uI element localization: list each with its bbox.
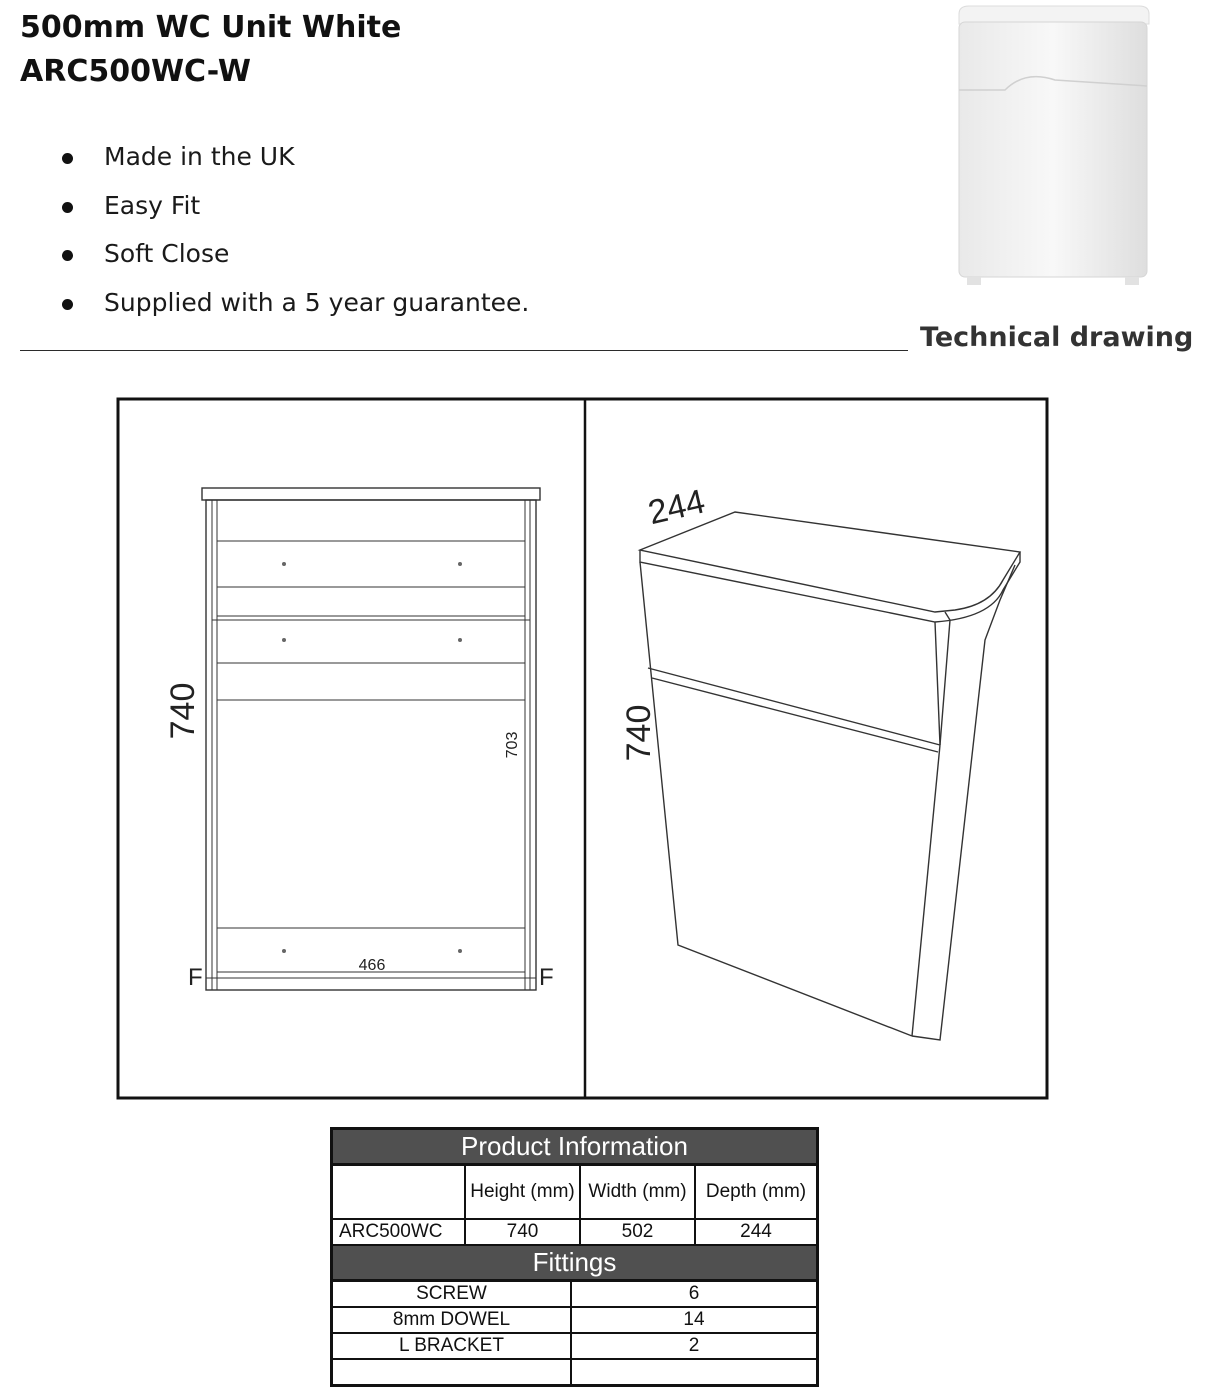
- product-title: 500mm WC Unit White: [20, 10, 402, 45]
- drawing-frame: [118, 399, 1047, 1098]
- feature-item: Supplied with a 5 year guarantee.: [60, 286, 529, 335]
- width-cell: 502: [581, 1220, 696, 1244]
- table-row: [333, 1334, 816, 1360]
- screw-hole: [458, 949, 462, 953]
- table-row: [333, 1220, 816, 1246]
- screw-hole: [458, 638, 462, 642]
- front-height-label: 740: [164, 682, 202, 740]
- front-view: [164, 488, 554, 991]
- table-row: [333, 1308, 816, 1334]
- bullet-icon: [62, 299, 73, 310]
- foot-label-right: F: [539, 964, 554, 991]
- depth-cell: 244: [740, 1221, 772, 1242]
- column-header: Height (mm): [466, 1166, 581, 1218]
- feature-item: Soft Close: [60, 237, 529, 286]
- table-header-row: [333, 1166, 816, 1220]
- fitting-name: L BRACKET: [333, 1334, 572, 1358]
- screw-hole: [282, 562, 286, 566]
- section-label: Technical drawing: [920, 322, 1194, 353]
- column-header: Depth (mm): [705, 1181, 807, 1202]
- fitting-qty: 14: [683, 1309, 705, 1330]
- product-info-table: [330, 1127, 819, 1387]
- bullet-icon: [62, 250, 73, 261]
- table-row: [333, 1360, 816, 1384]
- fitting-name: SCREW: [333, 1282, 572, 1306]
- product-code: ARC500WC-W: [20, 54, 251, 89]
- bullet-icon: [62, 202, 73, 213]
- inner-width-label: 466: [358, 957, 386, 974]
- iso-height-label: 740: [620, 704, 658, 762]
- fitting-qty: 6: [688, 1283, 700, 1304]
- product-photo: [945, 0, 1160, 295]
- column-header: Width (mm): [581, 1166, 696, 1218]
- bullet-icon: [62, 153, 73, 164]
- fitting-qty: 2: [688, 1335, 700, 1356]
- iso-depth-label: 244: [644, 482, 709, 533]
- height-cell: 740: [466, 1220, 581, 1244]
- fitting-name: [333, 1360, 572, 1384]
- fitting-name: 8mm DOWEL: [333, 1308, 572, 1332]
- screw-hole: [282, 949, 286, 953]
- product-code-cell: ARC500WC: [333, 1220, 466, 1244]
- screw-hole: [282, 638, 286, 642]
- fitting-qty: [572, 1360, 816, 1384]
- screw-hole: [458, 562, 462, 566]
- table-row: [333, 1282, 816, 1308]
- column-header: [333, 1166, 466, 1218]
- feature-list: [60, 140, 529, 334]
- feature-item: Easy Fit: [60, 189, 529, 238]
- iso-view: [620, 482, 1020, 1040]
- fittings-header: Fittings: [333, 1246, 816, 1282]
- inner-height-label: 703: [504, 731, 521, 759]
- foot-label-left: F: [188, 964, 203, 991]
- product-info-header: Product Information: [333, 1130, 816, 1166]
- section-divider: [20, 350, 908, 351]
- feature-item: Made in the UK: [60, 140, 529, 189]
